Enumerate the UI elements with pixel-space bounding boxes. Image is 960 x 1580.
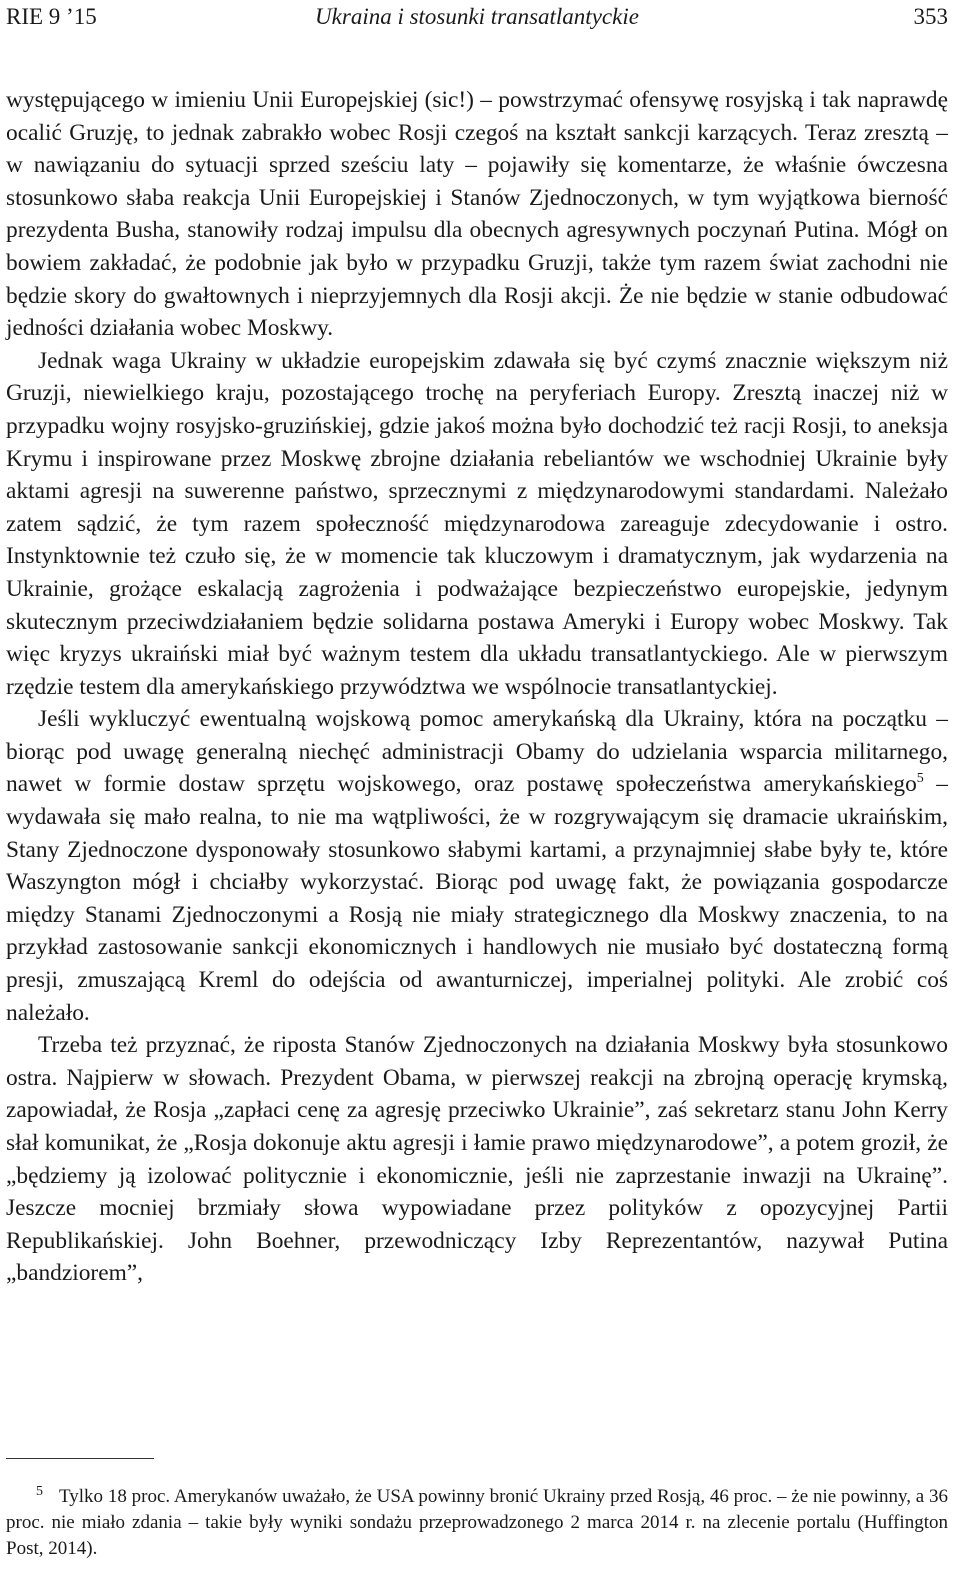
footnote-text: Tylko 18 proc. Amerykanów uważało, że USA powinny bronić Ukrainy przed Rosją, 46 proc. – że nie powinny, a 36 proc. nie miało zdania – takie były wyniki sondażu przeprowadzonego 2 marca 2014 r. na zlecenie portalu (Huffington Post, 2014).	[6, 1486, 948, 1559]
footnote	[6, 1484, 948, 1562]
paragraph-3-text-b: – wydawała się mało realna, to nie ma wątpliwości, że w rozgrywającym się dramacie ukraińskim, Stany Zjednoczone dysponowały stosunkowo słabymi kartami, a przynajmniej słabe były te, które Waszyngton mógł i chciałby wykorzystać. Biorąc pod uwagę fakt, że powiązania gospodarcze między Stanami Zjednoczonymi a Rosją nie miały strategicznego dla Moskwy znaczenia, to na przykład zastosowanie sankcji ekonomicznych i handlowych nie musiało być dostateczną formą presji, zmuszającą Kreml do odejścia od awanturniczej, imperialnej polityki. Ale zrobić coś należało.	[6, 771, 948, 1026]
paragraph-3	[6, 703, 948, 1029]
paragraph-3-text-a: Jeśli wykluczyć ewentualną wojskową pomoc amerykańską dla Ukrainy, która na początku – biorąc pod uwagę generalną niechęć administracji Obamy do udzielania wsparcia militarnego, nawet w formie dostaw sprzętu wojskowego, oraz postawę społeczeństwa amerykańskiego	[6, 706, 948, 798]
footnote-number: 5	[36, 1483, 43, 1499]
paragraph-2: Jednak waga Ukrainy w układzie europejskim zdawała się być czymś znacznie większym niż Gruzji, niewielkiego kraju, pozostającego trochę na peryferiach Europy. Zresztą inaczej niż w przypadku wojny rosyjsko-gruzińskiej, gdzie jakoś można było dochodzić też racji Rosji, to aneksja Krymu i inspirowane przez Moskwę zbrojne działania rebeliantów we wschodniej Ukrainie były aktami agresji na suwerenne państwo, sprzecznymi z międzynarodowymi standardami. Należało zatem sądzić, że tym razem społeczność międzynarodowa zareaguje zdecydowanie i ostro. Instynktownie też czuło się, że w momencie tak kluczowym i dramatycznym, jak wydarzenia na Ukrainie, grożące eskalacją zagrożenia i podważające bezpieczeństwo europejskie, jedynym skutecznym przeciwdziałaniem będzie solidarna postawa Ameryki i Europy wobec Moskwy. Tak więc kryzys ukraiński miał być ważnym testem dla układu transatlantyckiego. Ale w pierwszym rzędzie testem dla amerykańskiego przywództwa we wspólnocie transatlantyckiej.	[6, 347, 948, 700]
running-header	[6, 2, 948, 32]
paragraph-4: Trzeba też przyznać, że riposta Stanów Zjednoczonych na działania Moskwy była stosunkowo ostra. Najpierw w słowach. Prezydent Obama, w pierwszej reakcji na zbrojną operację krymską, zapowiadał, że Rosja „zapłaci cenę za agresję przeciwko Ukrainie”, zaś sekretarz stanu John Kerry słał komunikat, że „Rosja dokonuje aktu agresji i łamie prawo międzynarodowe”, a potem groził, że „będziemy ją izolować politycznie i ekonomicznie, jeśli nie zaprzestanie inwazji na Ukrainę”. Jeszcze mocniej brzmiały słowa wypowiadane przez polityków z opozycyjnej Partii Republikańskiej. John Boehner, przewodniczący Izby Reprezentantów, nazywał Putina „bandziorem”,	[6, 1032, 948, 1287]
paragraph-1: występującego w imieniu Unii Europejskiej (sic!) – powstrzymać ofensywę rosyjską i tak naprawdę ocalić Gruzję, to jednak zabrakło wobec Rosji czegoś na kształt sankcji karzących. Teraz zresztą – w nawiązaniu do sytuacji sprzed sześciu laty – pojawiły się komentarze, że właśnie ówczesna stosunkowo słaba reakcja Unii Europejskiej i Stanów Zjednoczonych, w tym wyjątkowa bierność prezydenta Busha, stanowiły rodzaj impulsu dla obecnych agresywnych poczynań Putina. Mógł on bowiem zakładać, że podobnie jak było w przypadku Gruzji, także tym razem świat zachodni nie będzie skory do gwałtownych i nieprzyjemnych dla Rosji akcji. Że nie będzie w stanie odbudować jedności działania wobec Moskwy.	[6, 87, 948, 342]
article-running-title: Ukraina i stosunki transatlantyckie	[315, 4, 639, 29]
main-text	[6, 84, 948, 1290]
footnote-reference[interactable]: 5	[916, 771, 924, 787]
page-number: 353	[913, 4, 948, 29]
footnote-separator	[6, 1458, 154, 1459]
journal-issue: RIE 9 ’15	[6, 4, 97, 29]
